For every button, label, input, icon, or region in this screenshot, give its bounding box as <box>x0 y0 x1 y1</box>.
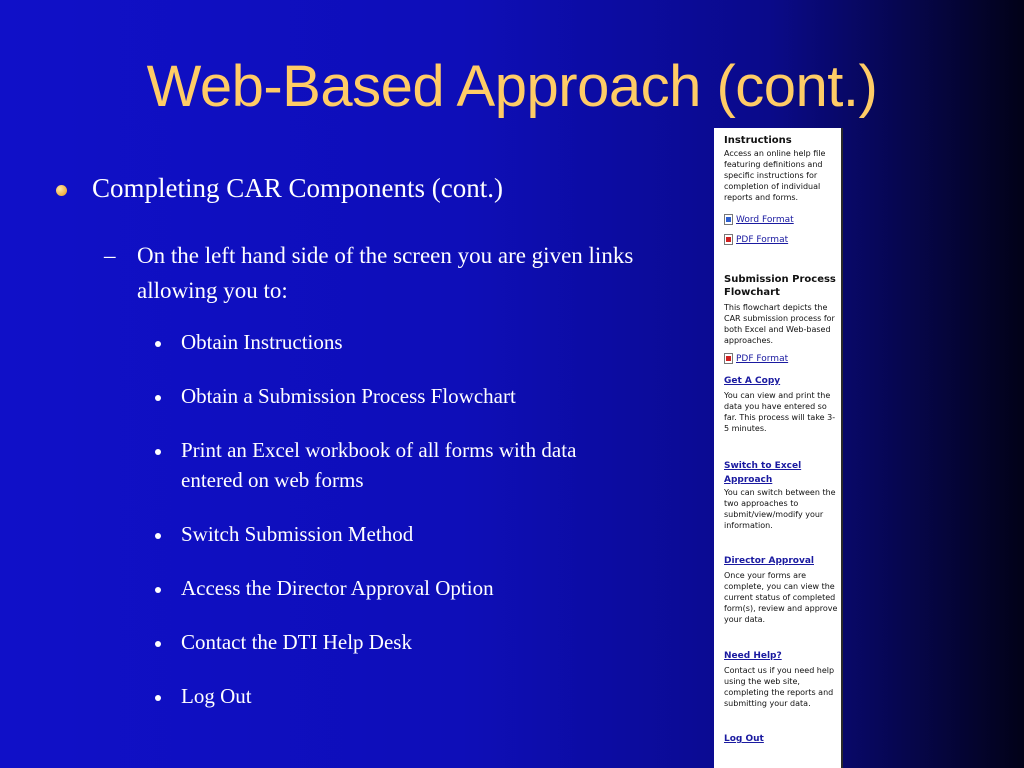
instructions-heading: Instructions <box>724 135 792 146</box>
pdf-format-link[interactable]: PDF Format <box>736 235 789 245</box>
get-copy-text: You can view and print the data you have entered so far. This process will take 3-5 minutes. <box>724 391 836 433</box>
bullet-level1-text: Completing CAR Components (cont.) <box>92 173 503 203</box>
bullet-item-text: Print an Excel workbook of all forms with data entered on web forms <box>181 438 577 492</box>
get-copy-link[interactable]: Get A Copy <box>724 376 781 386</box>
instructions-text: Access an online help file featuring definitions and specific instructions for completion of individual reports and forms. <box>724 149 826 202</box>
bullet-dot-icon <box>155 587 161 593</box>
bullet-dot-icon <box>155 341 161 347</box>
bullet-dot-icon <box>155 695 161 701</box>
bullet-item-text: Obtain Instructions <box>181 330 343 354</box>
need-help-text: Contact us if you need help using the web site, completing the reports and submitting your data. <box>724 666 835 708</box>
dash-icon: – <box>104 243 116 268</box>
slide-title: Web-Based Approach (cont.) <box>146 54 878 119</box>
sidebar-screenshot <box>718 128 843 768</box>
bullet-item-text: Switch Submission Method <box>181 522 414 546</box>
pdf-document-icon <box>724 353 733 364</box>
need-help-link[interactable]: Need Help? <box>724 651 782 661</box>
bullet-dot-icon <box>56 185 67 196</box>
bullet-level2-text: On the left hand side of the screen you are given links allowing you to: <box>137 243 634 303</box>
word-format-row[interactable] <box>724 214 838 226</box>
bullet-item-text: Access the Director Approval Option <box>181 576 494 600</box>
logout-link[interactable]: Log Out <box>724 734 764 744</box>
flowchart-pdf-row[interactable] <box>724 353 838 365</box>
pdf-document-icon <box>724 234 733 245</box>
bullet-item-text: Obtain a Submission Process Flowchart <box>181 384 516 408</box>
director-approval-text: Once your forms are complete, you can view the current status of completed form(s), review and approve your data. <box>724 571 838 624</box>
flowchart-text: This flowchart depicts the CAR submission process for both Excel and Web-based approaches. <box>724 303 835 345</box>
bullet-dot-icon <box>155 449 161 455</box>
director-approval-link[interactable]: Director Approval <box>724 556 814 566</box>
bullet-dot-icon <box>155 533 161 539</box>
bullet-dot-icon <box>155 395 161 401</box>
bullet-item-text: Log Out <box>181 684 252 708</box>
flowchart-heading: Submission Process Flowchart <box>724 274 836 298</box>
bullet-item-text: Contact the DTI Help Desk <box>181 630 412 654</box>
switch-excel-text: You can switch between the two approaches to submit/view/modify your information. <box>724 488 836 530</box>
flowchart-pdf-link[interactable]: PDF Format <box>736 354 789 364</box>
word-format-link[interactable]: Word Format <box>736 215 794 225</box>
word-document-icon <box>724 214 733 225</box>
switch-excel-link[interactable]: Switch to Excel Approach <box>724 461 802 485</box>
pdf-format-row[interactable] <box>724 234 838 246</box>
bullet-dot-icon <box>155 641 161 647</box>
